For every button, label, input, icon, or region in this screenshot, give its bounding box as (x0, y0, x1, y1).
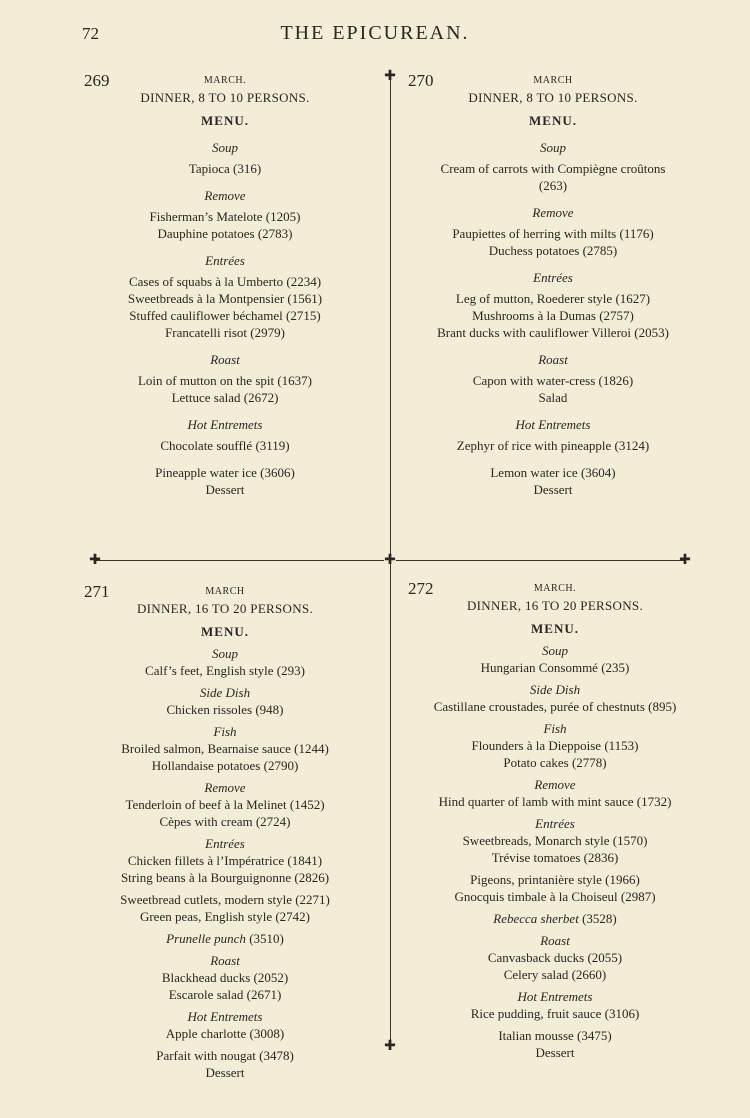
menu-dinner: DINNER, 8 TO 10 PERSONS. (140, 90, 310, 105)
dish: Capon with water-cress (1826) (472, 373, 634, 388)
course-dessert (84, 464, 366, 498)
horizontal-divider-left (96, 560, 384, 561)
sherbet-ref: (3528) (582, 911, 617, 926)
course-entrees (84, 835, 366, 886)
course-title: Remove (534, 777, 576, 792)
dish: Dessert (205, 1065, 245, 1080)
ornament-top-icon: ✚ (384, 69, 396, 84)
menu-dinner: DINNER, 16 TO 20 PERSONS. (466, 598, 644, 613)
dish: Rice pudding, fruit sauce (3106) (470, 1006, 640, 1021)
course-title: Side Dish (529, 682, 581, 697)
ornament-bottom-icon: ✚ (384, 1039, 396, 1054)
punch-name: Prunelle punch (166, 931, 246, 946)
course-title: Soup (212, 646, 238, 661)
course-title: Remove (532, 205, 574, 220)
dish: Sweetbreads à la Montpensier (1561) (127, 291, 323, 306)
dish: Sweetbreads, Monarch style (1570) (462, 833, 648, 848)
course-title: Hot Entremets (187, 417, 263, 432)
dish: Trévise tomatoes (2836) (491, 850, 619, 865)
menu-dinner: DINNER, 8 TO 10 PERSONS. (468, 90, 638, 105)
running-title: THE EPICUREAN. (280, 22, 470, 44)
menu-number: 269 (84, 71, 110, 90)
punch-ref: (3510) (249, 931, 284, 946)
menu-272 (408, 580, 702, 1061)
menu-269 (84, 72, 366, 498)
dish: Mushrooms à la Dumas (2757) (472, 308, 634, 323)
dish: Potato cakes (2778) (503, 755, 607, 770)
dish: Chicken fillets à l’Impératrice (1841) (127, 853, 323, 868)
course-title: Roast (538, 352, 568, 367)
course-title: Hot Entremets (515, 417, 591, 432)
course-roast (408, 932, 702, 983)
ornament-right-icon: ✚ (679, 553, 691, 568)
dish: Canvasback ducks (2055) (487, 950, 623, 965)
dish: Italian mousse (3475) (498, 1028, 612, 1043)
dish: Dessert (535, 1045, 575, 1060)
course-hot-entremets (408, 416, 698, 454)
course-hot-entremets (408, 988, 702, 1022)
course-roast (84, 952, 366, 1003)
dish (408, 910, 702, 927)
dish: Loin of mutton on the spit (1637) (137, 373, 313, 388)
dish: Cream of carrots with Compiègne croûtons (440, 161, 666, 176)
dish: Brant ducks with cauliflower Villeroi (2053) (437, 325, 669, 340)
course-entrees-continued (408, 871, 702, 905)
dish: Chocolate soufflé (3119) (160, 438, 290, 453)
dish: Cases of squabs à la Umberto (2234) (128, 274, 322, 289)
dish: Tenderloin of beef à la Melinet (1452) (125, 797, 325, 812)
dish: Apple charlotte (3008) (165, 1026, 285, 1041)
dish: Salad (538, 390, 568, 405)
course-title: Roast (210, 352, 240, 367)
menu-label: MENU. (531, 621, 579, 636)
dish: Duchess potatoes (2785) (488, 243, 618, 258)
dish: Blackhead ducks (2052) (161, 970, 289, 985)
menu-month: MARCH (205, 586, 245, 597)
course-dessert (408, 1027, 702, 1061)
dish: Broiled salmon, Bearnaise sauce (1244) (121, 741, 329, 756)
dish: Flounders à la Dieppoise (1153) (471, 738, 639, 753)
course-title: Soup (542, 643, 568, 658)
course-hot-entremets (84, 1008, 366, 1042)
ornament-left-icon: ✚ (89, 553, 101, 568)
course-entrees (408, 815, 702, 866)
dish: Chicken rissoles (948) (166, 702, 284, 717)
page-header (0, 22, 750, 50)
course-title: Fish (213, 724, 237, 739)
course-entrees (84, 252, 366, 341)
course-soup (408, 642, 702, 676)
dish: Lemon water ice (3604) (490, 465, 616, 480)
course-punch (84, 930, 366, 947)
course-title: Entrées (533, 270, 573, 285)
dish: Calf’s feet, English style (293) (145, 663, 305, 678)
dish: Francatelli risot (2979) (165, 325, 285, 340)
dish: Stuffed cauliflower béchamel (2715) (129, 308, 321, 323)
course-title: Hot Entremets (517, 989, 593, 1004)
dish: Dauphine potatoes (2783) (157, 226, 293, 241)
dish: Zephyr of rice with pineapple (3124) (456, 438, 650, 453)
course-remove (408, 204, 698, 259)
course-roast (84, 351, 366, 406)
dish: Hungarian Consommé (235) (480, 660, 630, 675)
dish: Dessert (533, 482, 573, 497)
dish: Leg of mutton, Roederer style (1627) (455, 291, 651, 306)
vertical-divider-top (390, 76, 391, 556)
menu-label: MENU. (529, 113, 577, 128)
horizontal-divider-right (396, 560, 684, 561)
menu-label: MENU. (201, 113, 249, 128)
dish: Hollandaise potatoes (2790) (151, 758, 299, 773)
course-title: Entrées (205, 253, 245, 268)
course-title: Soup (540, 140, 566, 155)
course-title: Soup (212, 140, 238, 155)
dish: Cèpes with cream (2724) (159, 814, 291, 829)
menu-number: 271 (84, 582, 110, 601)
course-title: Entrées (535, 816, 575, 831)
dish: String beans à la Bourguignonne (2826) (120, 870, 330, 885)
dish: Paupiettes of herring with milts (1176) (452, 226, 654, 241)
dish: Gnocquis timbale à la Choiseul (2987) (454, 889, 656, 904)
menu-month: MARCH. (533, 583, 577, 594)
dish: Fisherman’s Matelote (1205) (149, 209, 301, 224)
page-number: 72 (82, 24, 99, 43)
dish: (263) (538, 178, 568, 193)
dish (84, 930, 366, 947)
course-title: Roast (210, 953, 240, 968)
sherbet-name: Rebecca sherbet (493, 911, 579, 926)
course-soup (84, 645, 366, 679)
course-remove (84, 187, 366, 242)
course-dessert (84, 1047, 366, 1081)
dish: Parfait with nougat (3478) (156, 1048, 294, 1063)
course-soup (84, 139, 366, 177)
dish: Sweetbread cutlets, modern style (2271) (120, 892, 330, 907)
course-side-dish (408, 681, 702, 715)
course-entrees-continued (84, 891, 366, 925)
ornament-center-icon: ✚ (384, 553, 396, 568)
course-title: Remove (204, 188, 246, 203)
course-title: Fish (543, 721, 567, 736)
dish: Castillane croustades, purée of chestnuts (895) (433, 699, 677, 714)
dish: Hind quarter of lamb with mint sauce (1732) (438, 794, 672, 809)
dish: Green peas, English style (2742) (139, 909, 311, 924)
course-title: Hot Entremets (187, 1009, 263, 1024)
course-title: Entrées (205, 836, 245, 851)
course-title: Side Dish (199, 685, 251, 700)
vertical-divider-bottom (390, 562, 391, 1046)
course-sherbet (408, 910, 702, 927)
menu-month: MARCH. (203, 75, 247, 86)
course-side-dish (84, 684, 366, 718)
course-entrees (408, 269, 698, 341)
course-title: Roast (540, 933, 570, 948)
dish: Pigeons, printanière style (1966) (470, 872, 640, 887)
menu-number: 272 (408, 579, 434, 598)
course-remove (84, 779, 366, 830)
course-fish (84, 723, 366, 774)
menu-dinner: DINNER, 16 TO 20 PERSONS. (136, 601, 314, 616)
menu-number: 270 (408, 71, 434, 90)
course-dessert (408, 464, 698, 498)
dish: Lettuce salad (2672) (171, 390, 279, 405)
menu-270 (408, 72, 698, 498)
dish: Dessert (205, 482, 245, 497)
dish: Tapioca (316) (188, 161, 262, 176)
dish: Escarole salad (2671) (168, 987, 282, 1002)
menu-month: MARCH (533, 75, 573, 86)
course-roast (408, 351, 698, 406)
course-remove (408, 776, 702, 810)
course-title: Remove (204, 780, 246, 795)
menu-271 (84, 583, 366, 1081)
course-hot-entremets (84, 416, 366, 454)
dish: Pineapple water ice (3606) (155, 465, 295, 480)
menu-label: MENU. (201, 624, 249, 639)
dish: Celery salad (2660) (503, 967, 607, 982)
course-soup (408, 139, 698, 194)
course-fish (408, 720, 702, 771)
